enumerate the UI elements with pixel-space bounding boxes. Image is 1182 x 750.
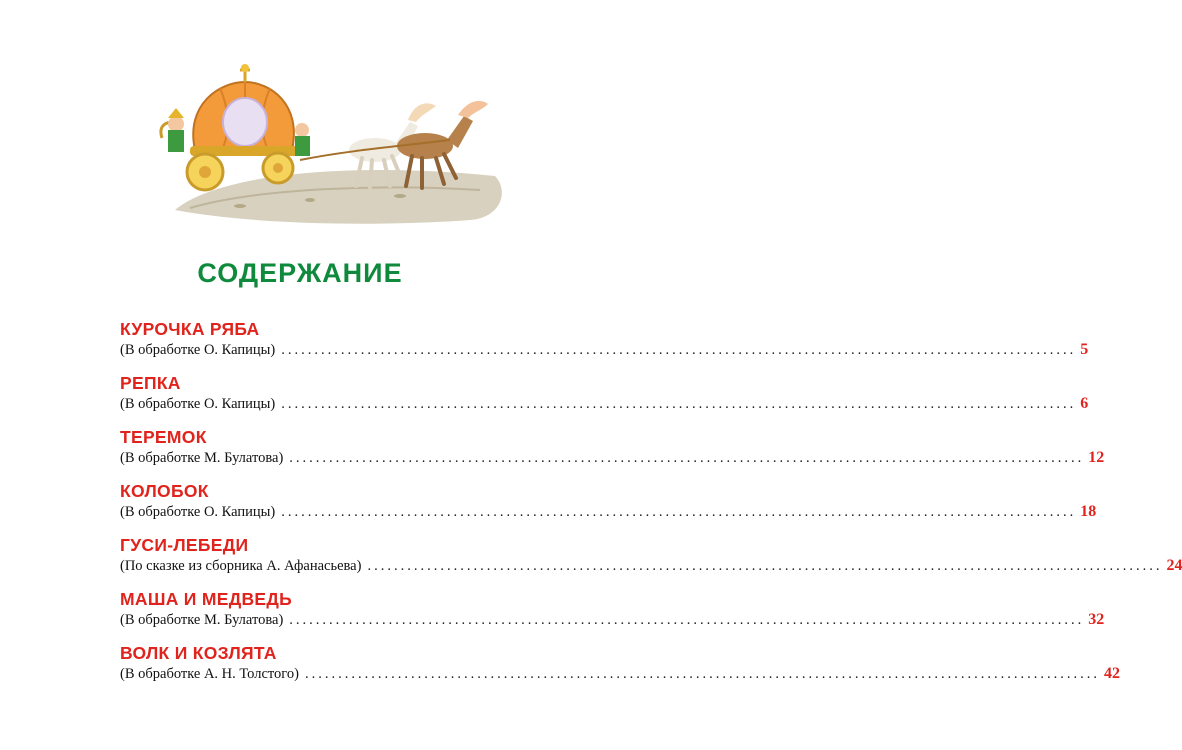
entry-page-number: 18 xyxy=(1080,503,1097,520)
dot-leader: ........................................................................................................................ xyxy=(367,558,1163,574)
dot-leader: ........................................................................................................................ xyxy=(281,504,1077,520)
toc-entry xyxy=(120,372,1089,426)
entry-line xyxy=(120,556,1182,576)
entry-source: (В обработке О. Капицы) xyxy=(120,504,276,520)
entry-page-number: 5 xyxy=(1080,341,1089,358)
carriage xyxy=(161,64,310,190)
entry-title: РЕПКА xyxy=(120,373,181,393)
dot-leader: ........................................................................................................................ xyxy=(289,612,1085,628)
entry-page-number: 6 xyxy=(1080,395,1089,412)
entry-page-number: 12 xyxy=(1088,449,1105,466)
road xyxy=(175,170,502,224)
entry-source: (В обработке М. Булатова) xyxy=(120,450,284,466)
entry-page-number: 42 xyxy=(1103,665,1120,682)
entry-title: ВОЛК И КОЗЛЯТА xyxy=(120,643,277,663)
dot-leader: ........................................................................................................................ xyxy=(289,450,1085,466)
toc-entry xyxy=(120,426,1105,480)
toc-entry xyxy=(120,534,1182,588)
entry-source: (В обработке А. Н. Толстого) xyxy=(120,666,299,682)
entry-line xyxy=(120,448,1105,468)
toc-entry xyxy=(120,480,1097,534)
entry-line xyxy=(120,340,1089,360)
entry-title: ТЕРЕМОК xyxy=(120,427,207,447)
entry-line xyxy=(120,664,1120,684)
entry-page-number: 24 xyxy=(1166,557,1182,574)
entry-title: КОЛОБОК xyxy=(120,481,209,501)
entry-page-number: 32 xyxy=(1088,611,1105,628)
entry-title: ГУСИ-ЛЕБЕДИ xyxy=(120,535,249,555)
toc-entry xyxy=(120,588,1105,642)
entry-line xyxy=(120,610,1105,630)
table-of-contents xyxy=(120,318,1182,696)
entry-source: (В обработке М. Булатова) xyxy=(120,612,284,628)
dot-leader: ........................................................................................................................ xyxy=(281,342,1077,358)
dot-leader: ........................................................................................................................ xyxy=(304,666,1100,682)
page-title: СОДЕРЖАНИЕ xyxy=(197,258,403,288)
entry-line xyxy=(120,502,1097,522)
dot-leader: ........................................................................................................................ xyxy=(281,396,1077,412)
entry-source: (В обработке О. Капицы) xyxy=(120,396,276,412)
entry-source: (По сказке из сборника А. Афанасьева) xyxy=(120,558,362,574)
toc-entry xyxy=(120,642,1120,696)
toc-entry xyxy=(120,318,1089,372)
entry-line xyxy=(120,394,1089,414)
entry-title: КУРОЧКА РЯБА xyxy=(120,319,260,339)
entry-source: (В обработке О. Капицы) xyxy=(120,342,276,358)
entry-title: МАША И МЕДВЕДЬ xyxy=(120,589,293,609)
carriage-illustration xyxy=(150,60,510,225)
